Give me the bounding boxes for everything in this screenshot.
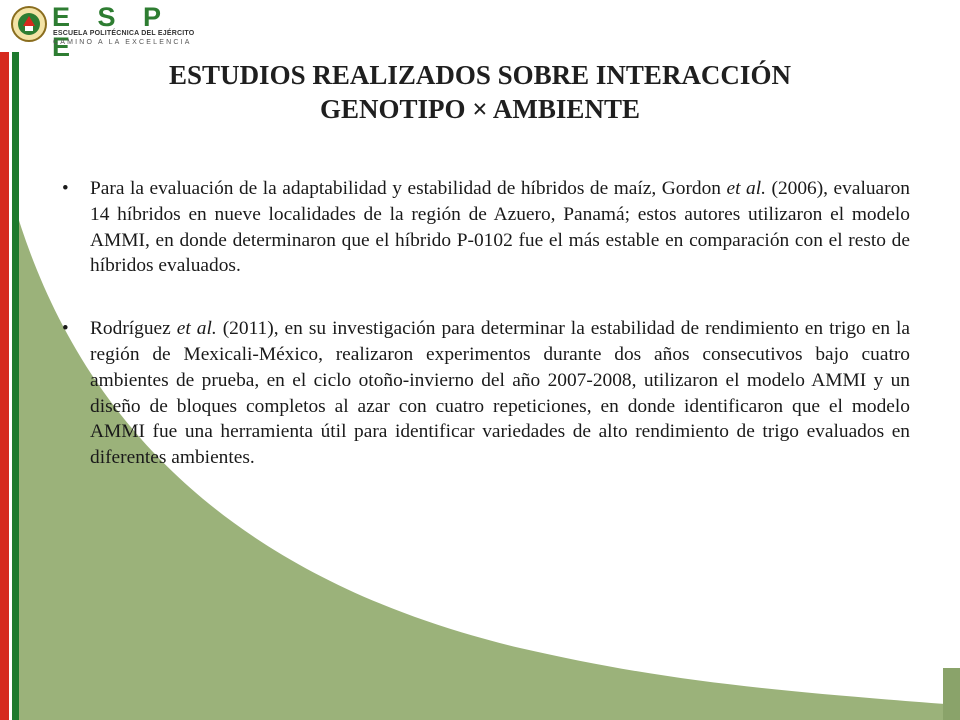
slide-title: [60, 58, 900, 126]
bullet-item: [62, 316, 910, 471]
red-stripe: [0, 52, 9, 720]
bullet-text: Para la evaluación de la adaptabilidad y estabilidad de híbridos de maíz, Gordon et al. (2006), evaluaron 14 híbridos en nueve localidades de la región de Azuero, Panamá; estos autores utilizaron el modelo AMMI, en donde determinaron que el híbrido P-0102 fue el más estable en comparación con el resto de híbridos evaluados.: [90, 178, 910, 277]
dark-green-stripe: [12, 52, 19, 720]
brand-name: E S P E: [52, 2, 171, 62]
bullet-item: [62, 176, 910, 279]
tagline: CAMINO A LA EXCELENCIA: [53, 39, 192, 46]
seal-icon: [10, 4, 48, 44]
title-line-1: ESTUDIOS REALIZADOS SOBRE INTERACCIÓN: [169, 60, 791, 90]
bullet-icon: •: [62, 318, 69, 340]
espe-logo: [6, 2, 196, 62]
bullet-icon: •: [62, 178, 69, 199]
bullet-text: Rodríguez et al. (2011), en su investigación para determinar la estabilidad de rendimiento en trigo en la región de Mexicali-México, realizaron experimentos durante dos años consecutivos bajo cuatro ambientes de prueba, en el ciclo otoño-invierno del año 2007-2008, utilizaron el modelo AMMI y un diseño de bloques completos al azar con cuatro repeticiones, en donde identificaron que el modelo AMMI fue una herramienta útil para identificar variedades de alto rendimiento de trigo evaluados en diferentes ambientes.: [90, 318, 911, 469]
institution-name: ESCUELA POLITÉCNICA DEL EJÉRCITO: [53, 30, 195, 37]
title-line-2: GENOTIPO × AMBIENTE: [320, 94, 640, 124]
bullet-list: [62, 176, 910, 508]
right-band: [943, 668, 960, 720]
white-stripe: [9, 52, 12, 720]
